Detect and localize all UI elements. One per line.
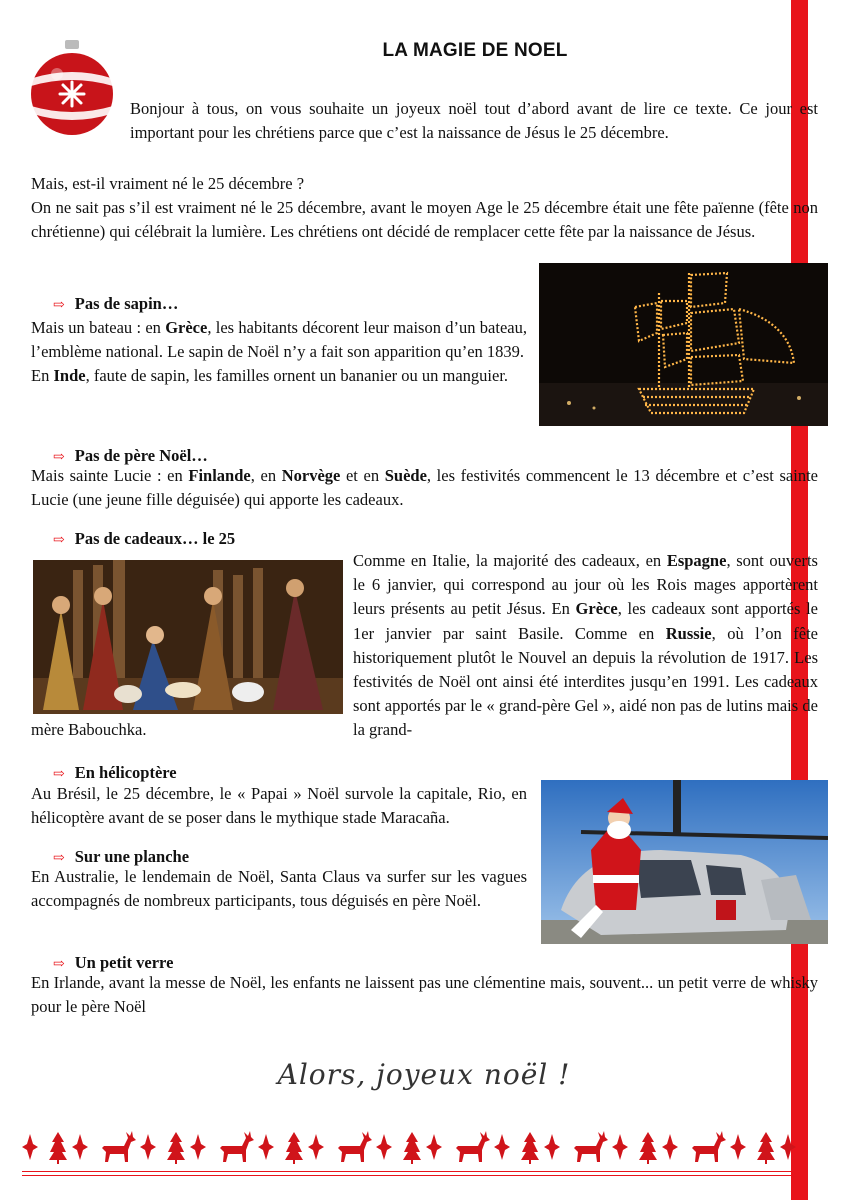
snowflake-star-icon bbox=[190, 1134, 206, 1160]
christmas-tree-icon bbox=[521, 1132, 539, 1164]
christmas-tree-icon bbox=[167, 1132, 185, 1164]
snowflake-star-icon bbox=[72, 1134, 88, 1160]
snowflake-star-icon bbox=[22, 1134, 38, 1160]
snowflake-star-icon bbox=[376, 1134, 392, 1160]
reindeer-icon bbox=[692, 1131, 726, 1162]
arrow-right-icon: ⇨ bbox=[53, 851, 65, 866]
reindeer-icon bbox=[574, 1131, 608, 1162]
heading-petit-verre: ⇨ Un petit verre bbox=[53, 951, 173, 977]
arrow-right-icon: ⇨ bbox=[53, 767, 65, 782]
heading-pere-noel: ⇨ Pas de père Noël… bbox=[53, 444, 208, 470]
reindeer-icon bbox=[456, 1131, 490, 1162]
arrow-right-icon: ⇨ bbox=[53, 450, 65, 465]
snowflake-star-icon bbox=[612, 1134, 628, 1160]
border-line bbox=[22, 1175, 808, 1176]
heading-sapin: ⇨ Pas de sapin… bbox=[53, 292, 178, 318]
question-line: Mais, est-il vraiment né le 25 décembre ? bbox=[31, 174, 305, 193]
cadeaux-paragraph: Comme en Italie, la majorité des cadeaux, en Espagne, sont ouverts le 6 janvier, qui correspond au jour où les Rois mages apportèrent leurs présents au petit Jésus. En Grèce, les cadeaux sont apportés le 1er janvier par saint Basile. Comme en Russie, où l’on fête historiquement plutôt le Nouvel an depuis la révolution de 1917. Les festivités de Noël ont ainsi été interdites jusqu’en 1991. Les cadeaux sont apportés par le « grand-père Gel », aidé non pas de lutins mais de la grand- bbox=[353, 551, 818, 740]
heading-planche: ⇨ Sur une planche bbox=[53, 845, 189, 871]
christmas-tree-icon bbox=[757, 1132, 775, 1164]
arrow-right-icon: ⇨ bbox=[53, 298, 65, 313]
christmas-tree-icon bbox=[403, 1132, 421, 1164]
heading-helicoptere: ⇨ En hélicoptère bbox=[53, 761, 177, 787]
snowflake-star-icon bbox=[426, 1134, 442, 1160]
christmas-tree-icon bbox=[639, 1132, 657, 1164]
heading-cadeaux: ⇨ Pas de cadeaux… le 25 bbox=[53, 527, 235, 553]
closing-greeting: Alors, joyeux noël ! bbox=[277, 1058, 571, 1091]
answer-paragraph: On ne sait pas s’il est vraiment né le 25 décembre, avant le moyen Age le 25 décembre était une fête païenne (fête non chrétienne) qui célébrait la lumière. Les chrétiens ont décidé de remplacer cette fête par la naissance de Jésus. bbox=[31, 198, 818, 242]
intro-paragraph: Bonjour à tous, on vous souhaite un joyeux noël tout d’abord avant de lire ce texte. Ce jour est important pour les chrétiens parce que c’est la naissance de Jésus le 25 décembre. bbox=[130, 99, 818, 143]
nativity-scene-photo bbox=[33, 560, 343, 714]
snowflake-star-icon bbox=[494, 1134, 510, 1160]
lighted-boat-photo bbox=[539, 263, 828, 426]
border-line bbox=[22, 1171, 808, 1172]
page-title: LA MAGIE DE NOEL bbox=[382, 40, 568, 61]
snowflake-star-icon bbox=[780, 1134, 796, 1160]
santa-helicopter-photo bbox=[541, 780, 828, 944]
pere-noel-paragraph: Mais sainte Lucie : en Finlande, en Norvège et en Suède, les festivités commencent le 13 décembre et c’est sainte Lucie (une jeune fille déguisée) qui apporte les cadeaux. bbox=[31, 466, 818, 510]
helicoptere-paragraph: Au Brésil, le 25 décembre, le « Papai » Noël survole la capitale, Rio, en hélicoptère avant de se poser dans le mythique stade Maracaña. bbox=[31, 784, 527, 828]
arrow-right-icon: ⇨ bbox=[53, 957, 65, 972]
reindeer-icon bbox=[220, 1131, 254, 1162]
snowflake-star-icon bbox=[140, 1134, 156, 1160]
planche-paragraph: En Australie, le lendemain de Noël, Santa Claus va surfer sur les vagues accompagnés de nombreux participants, tous déguisés en père Noël. bbox=[31, 867, 527, 911]
reindeer-icon bbox=[338, 1131, 372, 1162]
christmas-border-decoration bbox=[22, 1128, 808, 1166]
sapin-paragraph: Mais un bateau : en Grèce, les habitants décorent leur maison d’un bateau, l’emblème national. Le sapin de Noël n’y a fait son apparition qu’en 1839. En Inde, faute de sapin, les familles ornent un bananier ou un manguier. bbox=[31, 318, 527, 386]
snowflake-star-icon bbox=[544, 1134, 560, 1160]
snowflake-star-icon bbox=[308, 1134, 324, 1160]
christmas-tree-icon bbox=[285, 1132, 303, 1164]
petit-verre-paragraph: En Irlande, avant la messe de Noël, les enfants ne laissent pas une clémentine mais, souvent... un petit verre de whisky pour le père Noël bbox=[31, 973, 818, 1017]
snowflake-star-icon bbox=[730, 1134, 746, 1160]
snowflake-star-icon bbox=[662, 1134, 678, 1160]
snowflake-star-icon bbox=[258, 1134, 274, 1160]
christmas-tree-icon bbox=[49, 1132, 67, 1164]
arrow-right-icon: ⇨ bbox=[53, 533, 65, 548]
cadeaux-paragraph-end: mère Babouchka. bbox=[31, 720, 147, 739]
reindeer-icon bbox=[102, 1131, 136, 1162]
